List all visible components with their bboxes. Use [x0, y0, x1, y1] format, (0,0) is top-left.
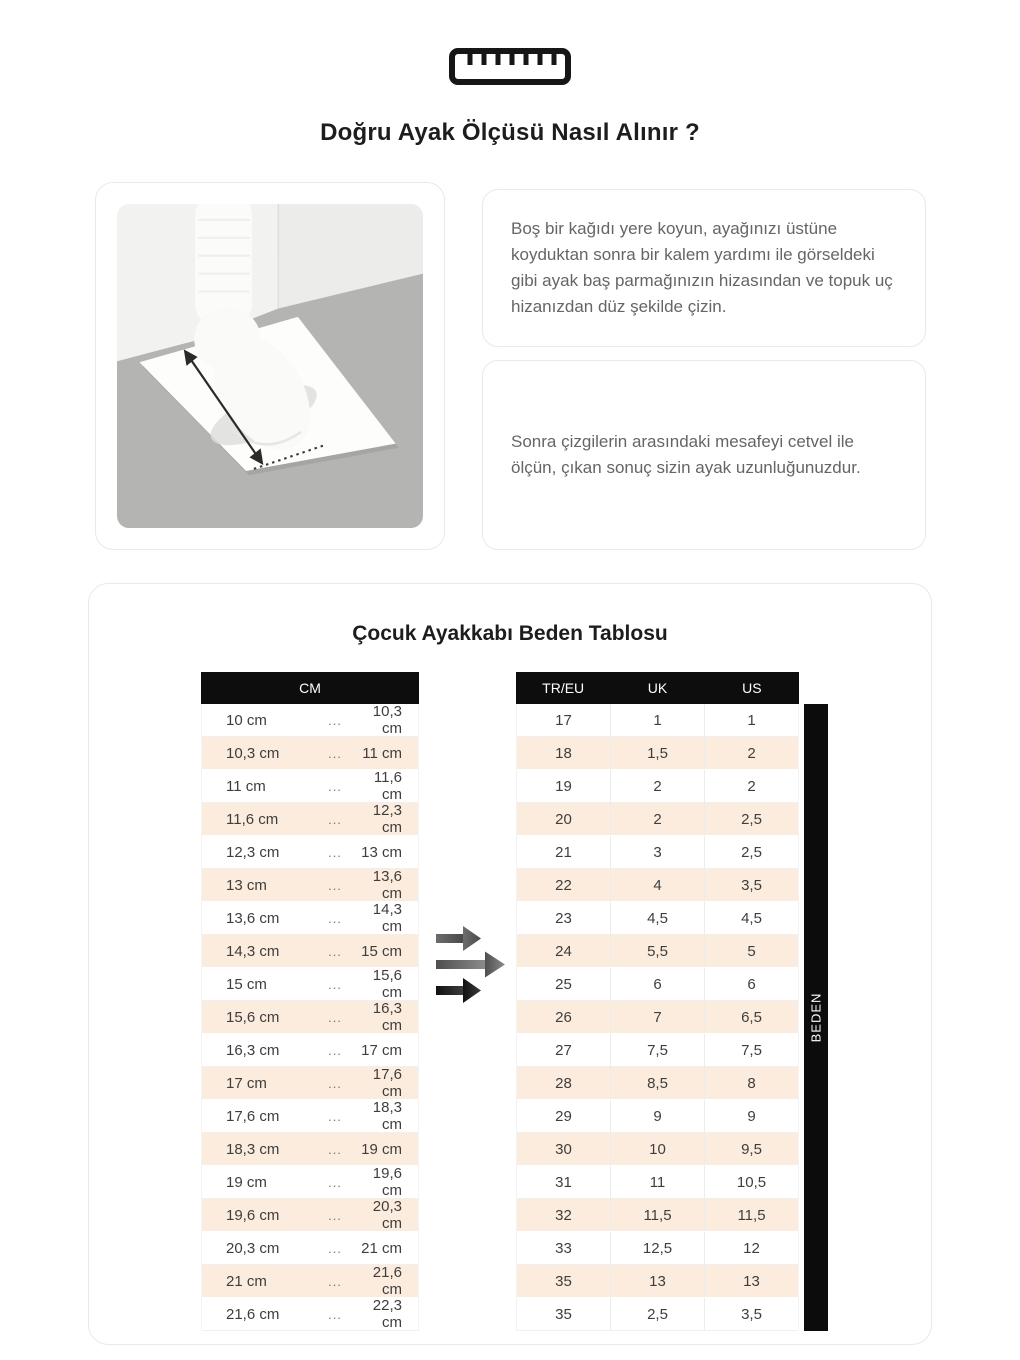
uk-value: 2,5: [610, 1298, 705, 1330]
size-row: [517, 803, 798, 836]
cm-min-value: 11,6 cm: [226, 810, 279, 828]
cm-min-value: 21 cm: [226, 1272, 267, 1290]
cm-max-value: 17 cm: [361, 1041, 402, 1059]
cm-min-value: 10,3 cm: [226, 744, 280, 762]
size-row: [517, 1001, 798, 1034]
range-separator: ...: [328, 778, 342, 794]
tr-eu-column-header: TR/EU: [542, 680, 585, 696]
uk-value: 2: [610, 770, 705, 802]
size-row: [517, 1067, 798, 1100]
tr-eu-value: 17: [555, 711, 572, 729]
transfer-arrows-icon: [434, 924, 514, 1006]
size-row: [517, 902, 798, 935]
range-separator: ...: [328, 1108, 342, 1124]
cm-min-value: 16,3 cm: [226, 1041, 280, 1059]
cm-min-value: 19 cm: [226, 1173, 267, 1191]
us-value: 10,5: [736, 1173, 767, 1191]
tr-eu-value: 21: [555, 843, 572, 861]
cm-range-row: [202, 869, 418, 902]
cm-max-value: 17,6 cm: [372, 1066, 402, 1100]
range-separator: ...: [328, 1174, 342, 1190]
cm-range-row: [202, 1100, 418, 1133]
cm-range-row: [202, 770, 418, 803]
uk-column-header: UK: [647, 680, 668, 696]
size-table-card: [88, 583, 932, 1345]
cm-min-value: 10 cm: [226, 711, 267, 729]
size-row: [517, 1199, 798, 1232]
cm-min-value: 15 cm: [226, 975, 267, 993]
size-row: [517, 770, 798, 803]
tr-eu-value: 28: [555, 1074, 572, 1092]
range-separator: ...: [328, 844, 342, 860]
cm-min-value: 12,3 cm: [226, 843, 280, 861]
us-value: 3,5: [741, 876, 762, 894]
cm-table-header: [201, 672, 419, 704]
tr-eu-value: 35: [555, 1305, 572, 1323]
cm-range-row: [202, 803, 418, 836]
uk-value: 6: [610, 968, 705, 1000]
tr-eu-value: 27: [555, 1041, 572, 1059]
us-value: 9: [747, 1107, 756, 1125]
ruler-icon-glyph: [448, 46, 572, 86]
us-value: 6: [747, 975, 756, 993]
us-column-header: US: [742, 680, 762, 696]
uk-value: 3: [610, 836, 705, 868]
cm-min-value: 17,6 cm: [226, 1107, 280, 1125]
us-value: 2,5: [741, 843, 762, 861]
tr-eu-value: 25: [555, 975, 572, 993]
uk-value: 1: [610, 704, 705, 736]
tr-eu-value: 33: [555, 1239, 572, 1257]
range-separator: ...: [328, 943, 342, 959]
cm-max-value: 21,6 cm: [372, 1264, 402, 1298]
uk-value: 5,5: [610, 935, 705, 967]
uk-value: 7,5: [610, 1034, 705, 1066]
cm-min-value: 14,3 cm: [226, 942, 280, 960]
tr-eu-value: 19: [555, 777, 572, 795]
measure-instructions-section: [95, 182, 926, 550]
cm-max-value: 20,3 cm: [372, 1198, 402, 1232]
uk-value: 13: [610, 1265, 705, 1297]
us-value: 7,5: [741, 1041, 762, 1059]
cm-range-row: [202, 737, 418, 770]
beden-label: BEDEN: [808, 992, 824, 1043]
cm-column-header: CM: [299, 680, 321, 696]
cm-table: [201, 672, 419, 1331]
instruction-step-2-card: [482, 360, 926, 550]
uk-value: 7: [610, 1001, 705, 1033]
cm-max-value: 13,6 cm: [372, 868, 402, 902]
cm-min-value: 20,3 cm: [226, 1239, 280, 1257]
instruction-step-2-text: Sonra çizgilerin arasındaki mesafeyi cetvel ile ölçün, çıkan sonuç sizin ayak uzunluğunuzdur.: [511, 432, 861, 477]
cm-max-value: 10,3 cm: [372, 703, 402, 737]
us-value: 6,5: [741, 1008, 762, 1026]
range-separator: ...: [328, 712, 342, 728]
cm-min-value: 13 cm: [226, 876, 267, 894]
cm-max-value: 22,3 cm: [372, 1297, 402, 1331]
size-table-title: Çocuk Ayakkabı Beden Tablosu: [352, 622, 668, 645]
cm-range-row: [202, 968, 418, 1001]
range-separator: ...: [328, 1009, 342, 1025]
tr-eu-value: 20: [555, 810, 572, 828]
cm-range-row: [202, 1166, 418, 1199]
tr-eu-value: 31: [555, 1173, 572, 1191]
cm-range-row: [202, 1265, 418, 1298]
size-row: [517, 1166, 798, 1199]
cm-range-row: [202, 1067, 418, 1100]
range-separator: ...: [328, 1141, 342, 1157]
foot-measurement-photo-card: [95, 182, 445, 550]
uk-value: 4,5: [610, 902, 705, 934]
uk-value: 8,5: [610, 1067, 705, 1099]
size-table-header: [516, 672, 799, 704]
cm-min-value: 15,6 cm: [226, 1008, 280, 1026]
cm-range-row: [202, 836, 418, 869]
eu-uk-us-table: [516, 672, 799, 1331]
tr-eu-value: 29: [555, 1107, 572, 1125]
us-value: 5: [747, 942, 756, 960]
cm-max-value: 11 cm: [362, 744, 402, 762]
uk-value: 2: [610, 803, 705, 835]
cm-range-row: [202, 1298, 418, 1331]
us-value: 2: [747, 744, 756, 762]
ruler-icon: [0, 0, 1020, 86]
range-separator: ...: [328, 1273, 342, 1289]
tr-eu-value: 30: [555, 1140, 572, 1158]
range-separator: ...: [328, 1042, 342, 1058]
size-row: [517, 968, 798, 1001]
cm-range-row: [202, 1232, 418, 1265]
size-row: [517, 836, 798, 869]
cm-max-value: 19 cm: [361, 1140, 402, 1158]
foot-on-paper-photo: [117, 204, 423, 528]
size-table-body: [516, 704, 799, 1331]
range-separator: ...: [328, 976, 342, 992]
foot-photo-illustration: [117, 204, 423, 528]
uk-value: 12,5: [610, 1232, 705, 1264]
cm-min-value: 19,6 cm: [226, 1206, 280, 1224]
cm-range-row: [202, 935, 418, 968]
cm-min-value: 18,3 cm: [226, 1140, 280, 1158]
us-value: 4,5: [741, 909, 762, 927]
cm-max-value: 21 cm: [361, 1239, 402, 1257]
cm-max-value: 13 cm: [361, 843, 402, 861]
range-separator: ...: [328, 1075, 342, 1091]
tr-eu-value: 32: [555, 1206, 572, 1224]
uk-value: 9: [610, 1100, 705, 1132]
cm-min-value: 11 cm: [226, 777, 266, 795]
range-separator: ...: [328, 877, 342, 893]
us-value: 2: [747, 777, 756, 795]
cm-range-row: [202, 1001, 418, 1034]
cm-table-body: [201, 704, 419, 1331]
cm-min-value: 17 cm: [226, 1074, 267, 1092]
cm-max-value: 12,3 cm: [372, 802, 402, 836]
size-row: [517, 1232, 798, 1265]
size-row: [517, 935, 798, 968]
us-value: 8: [747, 1074, 756, 1092]
uk-value: 11: [610, 1166, 705, 1198]
size-row: [517, 1100, 798, 1133]
range-separator: ...: [328, 745, 342, 761]
cm-max-value: 14,3 cm: [372, 901, 402, 935]
cm-min-value: 21,6 cm: [226, 1305, 280, 1323]
tr-eu-value: 35: [555, 1272, 572, 1290]
cm-max-value: 19,6 cm: [372, 1165, 402, 1199]
size-row: [517, 1298, 798, 1331]
us-value: 9,5: [741, 1140, 762, 1158]
instruction-step-1-card: [482, 189, 926, 347]
us-value: 3,5: [741, 1305, 762, 1323]
us-value: 11,5: [737, 1206, 766, 1224]
us-value: 1: [747, 711, 756, 729]
uk-value: 11,5: [610, 1199, 705, 1231]
size-row: [517, 1133, 798, 1166]
cm-range-row: [202, 1199, 418, 1232]
range-separator: ...: [328, 811, 342, 827]
cm-range-row: [202, 1133, 418, 1166]
beden-sidebar: [804, 704, 828, 1331]
tr-eu-value: 18: [555, 744, 572, 762]
cm-max-value: 11,6 cm: [373, 769, 402, 803]
range-separator: ...: [328, 1306, 342, 1322]
cm-max-value: 15 cm: [361, 942, 402, 960]
tr-eu-value: 24: [555, 942, 572, 960]
cm-range-row: [202, 704, 418, 737]
tr-eu-value: 26: [555, 1008, 572, 1026]
range-separator: ...: [328, 1207, 342, 1223]
uk-value: 4: [610, 869, 705, 901]
range-separator: ...: [328, 1240, 342, 1256]
us-value: 2,5: [741, 810, 762, 828]
size-row: [517, 1265, 798, 1298]
page-title: Doğru Ayak Ölçüsü Nasıl Alınır ?: [320, 119, 700, 146]
tr-eu-value: 22: [555, 876, 572, 894]
cm-max-value: 15,6 cm: [372, 967, 402, 1001]
cm-min-value: 13,6 cm: [226, 909, 280, 927]
uk-value: 1,5: [610, 737, 705, 769]
cm-max-value: 16,3 cm: [372, 1000, 402, 1034]
us-value: 13: [743, 1272, 760, 1290]
cm-range-row: [202, 1034, 418, 1067]
instruction-text-column: [482, 189, 926, 550]
tr-eu-value: 23: [555, 909, 572, 927]
instruction-step-1-text: Boş bir kağıdı yere koyun, ayağınızı üstüne koyduktan sonra bir kalem yardımı ile görseldeki gibi ayak baş parmağınızın hizasından ve topuk uç hizanızdan düz şekilde çizin.: [511, 219, 893, 316]
range-separator: ...: [328, 910, 342, 926]
us-value: 12: [743, 1239, 760, 1257]
cm-range-row: [202, 902, 418, 935]
size-row: [517, 1034, 798, 1067]
cm-max-value: 18,3 cm: [372, 1099, 402, 1133]
size-row: [517, 869, 798, 902]
size-row: [517, 737, 798, 770]
uk-value: 10: [610, 1133, 705, 1165]
size-row: [517, 704, 798, 737]
